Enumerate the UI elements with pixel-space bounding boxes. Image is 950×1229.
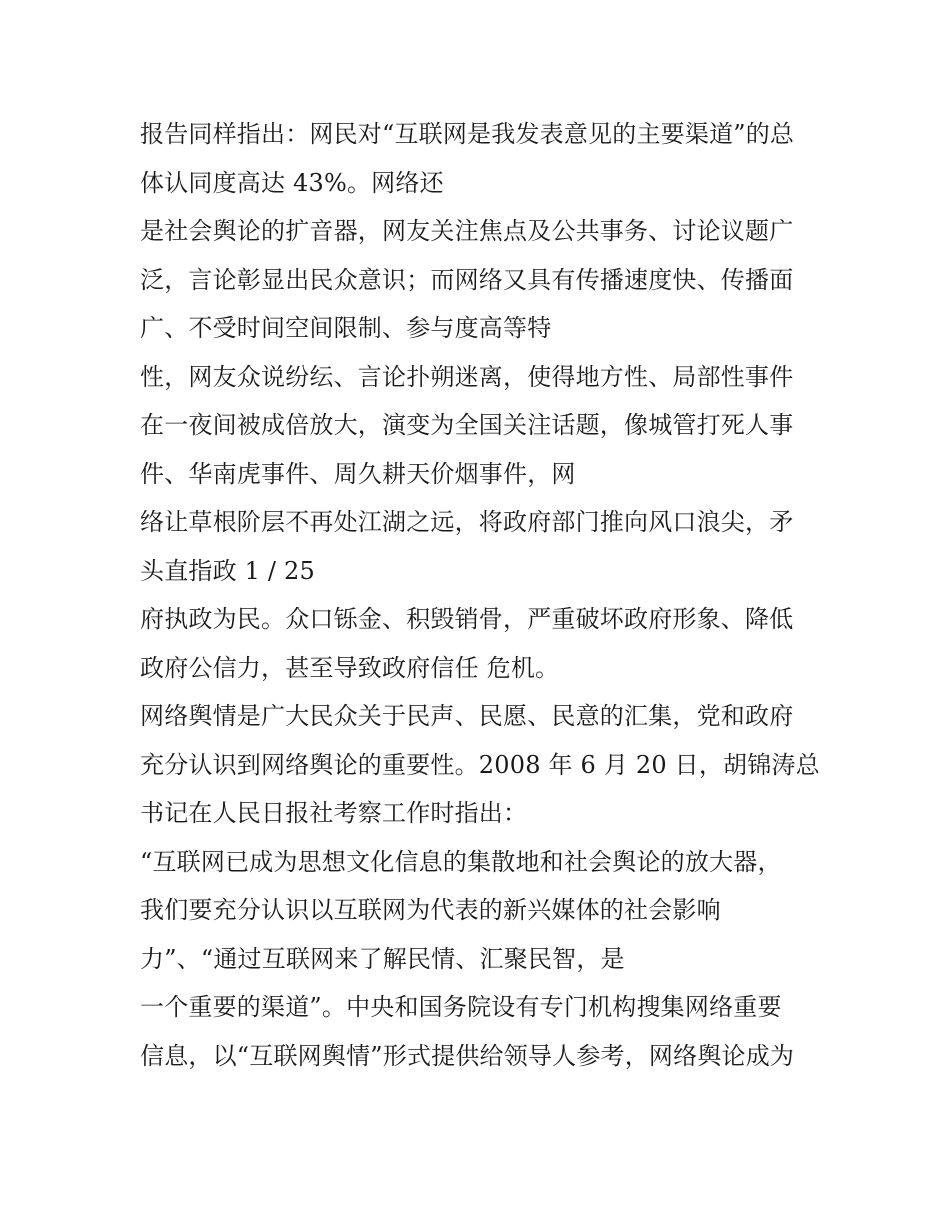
text-line: 络让草根阶层不再处江湖之远，将政府部门推向风口浪尖，矛 — [140, 508, 794, 536]
text-line: 政府公信力，甚至导致政府信任 危机。 — [140, 653, 560, 682]
text-line: 我们要充分认识以互联网为代表的新兴媒体的社会影响 — [140, 896, 721, 924]
text-line: 件、华南虎事件、周久耕天价烟事件，网 — [140, 459, 576, 488]
body-text — [140, 110, 820, 1080]
text-line: 一个重要的渠道”。中央和国务院设有专门机构搜集网络重要 — [140, 993, 782, 1021]
text-line: 网络舆情是广大民众关于民声、民愿、民意的汇集，党和政府 — [140, 702, 794, 730]
text-line: 力”、“通过互联网来了解民情、汇聚民智，是 — [140, 944, 625, 973]
text-line: 信息，以“互联网舆情”形式提供给领导人参考，网络舆论成为 — [140, 1041, 795, 1070]
text-line: 是社会舆论的扩音器，网友关注焦点及公共事务、讨论议题广 — [140, 217, 794, 245]
text-line: 性，网友众说纷纭、言论扑朔迷离，使得地方性、局部性事件 — [140, 362, 794, 391]
text-line: 在一夜间被成倍放大，演变为全国关注话题，像城管打死人事 — [140, 411, 794, 439]
text-line: 府执政为民。众口铄金、积毁销骨，严重破坏政府形象、降低 — [140, 605, 794, 633]
text-line: 广、不受时间空间限制、参与度高等特 — [140, 314, 552, 342]
text-line: 书记在人民日报社考察工作时指出： — [140, 799, 528, 827]
text-line: 充分认识到网络舆论的重要性。2008 年 6 月 20 日，胡锦涛总 — [140, 750, 820, 779]
text-line: “互联网已成为思想文化信息的集散地和社会舆论的放大器， — [140, 847, 782, 876]
text-line-with-page-number: 头直指政 1 / 25 — [140, 556, 315, 585]
text-line: 泛，言论彰显出民众意识；而网络又具有传播速度快、传播面 — [140, 265, 794, 294]
text-line: 体认同度高达 43%。网络还 — [140, 168, 444, 197]
text-line: 报告同样指出：网民对“互联网是我发表意见的主要渠道”的总 — [140, 120, 795, 148]
